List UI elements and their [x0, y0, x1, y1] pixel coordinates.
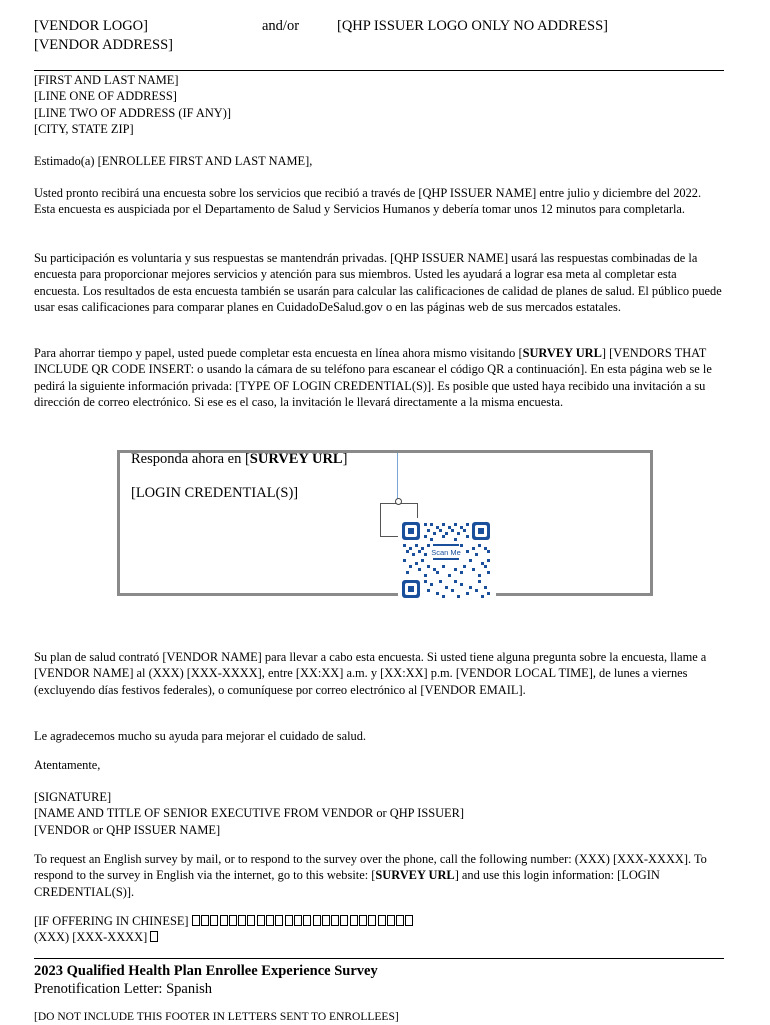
glyph-box — [294, 915, 302, 926]
thanks-text: Le agradecemos mucho su ayuda para mejorar el cuidado de salud. — [34, 729, 366, 743]
glyph-box — [340, 915, 348, 926]
glyph-box — [313, 915, 321, 926]
qr-scan-me-label: Scan Me — [431, 548, 461, 557]
chinese-line-2: (XXX) [XXX-XXXX] — [34, 929, 724, 945]
glyph-box — [405, 915, 413, 926]
glyph-box — [350, 915, 358, 926]
footer-rule — [34, 958, 724, 959]
login-credentials-text: [LOGIN CREDENTIAL(S)] — [131, 485, 299, 501]
signature-line: [SIGNATURE] — [34, 790, 112, 804]
anchor-line — [397, 453, 398, 501]
glyph-box — [238, 915, 246, 926]
salutation: Estimado(a) [ENROLLEE FIRST AND LAST NAME], — [34, 154, 313, 168]
glyph-box — [378, 915, 386, 926]
glyph-box — [359, 915, 367, 926]
glyph-box — [257, 915, 265, 926]
paragraph-online — [34, 345, 724, 410]
glyph-box — [150, 931, 158, 942]
respond-now-text: Responda ahora en [SURVEY URL] — [131, 451, 348, 467]
qr-code-graphic — [398, 518, 496, 602]
glyph-box — [229, 915, 237, 926]
glyph-box — [331, 915, 339, 926]
survey-url-bold: SURVEY URL — [522, 346, 602, 360]
footer-title: 2023 Qualified Health Plan Enrollee Experience Survey — [34, 963, 378, 979]
header-rule — [34, 70, 724, 71]
glyph-box — [247, 915, 255, 926]
address-line-4: [CITY, STATE ZIP] — [34, 121, 134, 136]
online-text-b: ] [VENDORS THAT INCLUDE QR CODE INSERT: o usando la cámara de su teléfono para escanear el código QR a continuación]. En esta página web se le pedirá la siguiente información privada: [TYPE OF LOGIN CREDENTIAL(S)]. Es posible que usted haya recibido una invitación a su dirección de correo electrónico. Si ese es el caso, la invitación le llevará directamente a la misma encuesta. — [34, 346, 712, 409]
address-line-3: [LINE TWO OF ADDRESS (IF ANY)] — [34, 105, 231, 120]
glyph-box — [387, 915, 395, 926]
chinese-option — [34, 913, 724, 946]
anchor-handle — [395, 498, 402, 505]
qr-code — [398, 518, 496, 602]
closing-text: Atentamente, — [34, 758, 101, 772]
address-line-1: [FIRST AND LAST NAME] — [34, 73, 179, 87]
vendor-address: [VENDOR ADDRESS] — [34, 37, 173, 53]
glyph-box — [275, 915, 283, 926]
footer-subtitle: Prenotification Letter: Spanish — [34, 981, 212, 997]
glyph-box — [285, 915, 293, 926]
glyph-box — [220, 915, 228, 926]
glyph-box — [266, 915, 274, 926]
qhp-logo-placeholder: [QHP ISSUER LOGO ONLY NO ADDRESS] — [337, 18, 608, 34]
callout-survey-url: SURVEY URL — [249, 451, 343, 467]
paragraph-intro: Usted pronto recibirá una encuesta sobre los servicios que recibió a través de [QHP ISSUER NAME] entre julio y diciembre del 2022. Esta encuesta es auspiciada por el Departamento de Salud y Servicios Humanos y debería tomar unos 12 minutos para completarla. — [34, 186, 702, 217]
signer-name-title: [NAME AND TITLE OF SENIOR EXECUTIVE FROM VENDOR or QHP ISSUER] — [34, 806, 465, 821]
paragraph-english-option: To request an English survey by mail, or to respond to the survey over the phone, call the following number: (XXX) [XXX-XXXX]. To respond to the survey in English via the internet, go to this website: [SURVEY URL] and use this login information: [LOGIN CREDENTIAL(S)]. — [34, 852, 707, 899]
paragraph-vendor-contact: Su plan de salud contrató [VENDOR NAME] para llevar a cabo esta encuesta. Si usted tiene alguna pregunta sobre la encuesta, llame a [VENDOR NAME] al (XXX) [XXX-XXXX], entre [XX:XX] a.m. y [XX:XX] p.m. [VENDOR LOCAL TIME], de lunes a viernes (excluyendo días festivos federales), o comuníquese por correo electrónico al [VENDOR EMAIL]. — [34, 650, 707, 697]
glyph-box — [303, 915, 311, 926]
recipient-address — [34, 72, 724, 137]
glyph-box — [396, 915, 404, 926]
glyph-box — [368, 915, 376, 926]
and-or-text: and/or — [262, 18, 300, 34]
glyph-box — [322, 915, 330, 926]
address-line-2: [LINE ONE OF ADDRESS] — [34, 89, 177, 104]
missing-glyph-boxes — [192, 914, 415, 928]
footer-note: [DO NOT INCLUDE THIS FOOTER IN LETTERS SENT TO ENROLLEES] — [34, 1011, 399, 1023]
paragraph-participation: Su participación es voluntaria y sus respuestas se mantendrán privadas. [QHP ISSUER NAME] usará las respuestas combinadas de la encuesta para proporcionar mejores servicios y atención para sus miembros. Usted les ayudará a lograr esa meta al completar esta encuesta. Los resultados de esta encuesta también se usarán para calcular las calificaciones de calidad de planes de salud. El público puede usar esas calificaciones para comparar planes en CuidadoDeSalud.gov o en las páginas web de sus mercados estatales. — [34, 251, 722, 314]
glyph-box — [210, 915, 218, 926]
english-survey-url: SURVEY URL — [375, 868, 455, 883]
signer-organization: [VENDOR or QHP ISSUER NAME] — [34, 822, 221, 837]
glyph-box — [201, 915, 209, 926]
chinese-line-1: [IF OFFERING IN CHINESE] — [34, 913, 724, 929]
signature-block — [34, 789, 724, 838]
missing-glyph-boxes — [150, 930, 159, 944]
glyph-box — [192, 915, 200, 926]
vendor-logo-placeholder: [VENDOR LOGO] — [34, 18, 148, 34]
online-text-a: Para ahorrar tiempo y papel, usted puede completar esta encuesta en línea ahora mismo visitando [ — [34, 346, 523, 360]
